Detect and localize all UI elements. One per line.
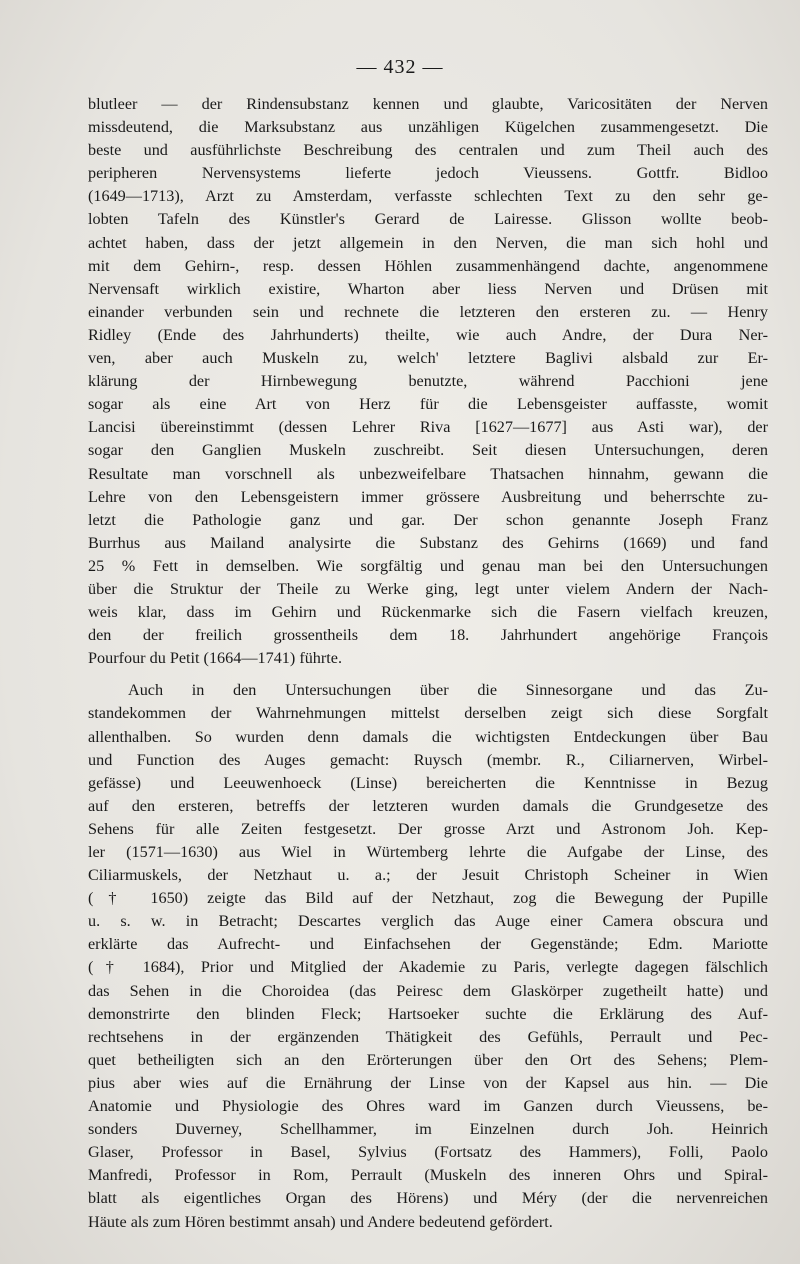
text-line: peripheren Nervensystems lieferte jedoch Vieussens. Gottfr. Bidloo xyxy=(88,164,768,183)
text-line: ler (1571—1630) aus Wiel in Würtemberg lehrte die Aufgabe der Linse, des xyxy=(88,843,768,861)
text-line: gefässe) und Leeuwenhoeck (Linse) bereicherten die Kenntnisse in Bezug xyxy=(88,773,768,792)
text-line: Glaser, Professor in Basel, Sylvius (Fortsatz des Hammers), Folli, Paolo xyxy=(88,1143,768,1162)
text-line: weis klar, dass im Gehirn und Rückenmarke sich die Fasern vielfach kreuzen, xyxy=(88,603,768,622)
text-line: standekommen der Wahrnehmungen mittelst derselben zeigt sich diese Sorgfalt xyxy=(88,704,768,723)
text-line: Manfredi, Professor in Rom, Perrault (Muskeln des inneren Ohrs und Spiral- xyxy=(88,1166,768,1185)
text-line: mit dem Gehirn-, resp. dessen Höhlen zusammenhängend dachte, angenommene xyxy=(88,256,768,275)
text-line: pius aber wies auf die Ernährung der Linse von der Kapsel aus hin. — Die xyxy=(88,1073,768,1092)
text-line: sogar den Ganglien Muskeln zuschreibt. Seit diesen Untersuchungen, deren xyxy=(88,441,768,460)
paragraph xyxy=(88,93,768,670)
body-text xyxy=(88,93,768,1234)
text-line: erklärte das Aufrecht- und Einfachsehen der Gegenstände; Edm. Mariotte xyxy=(88,935,768,954)
text-line: klärung der Hirnbewegung benutzte, während Pacchioni jene xyxy=(88,372,768,391)
text-line: quet betheiligten sich an den Erörterungen über den Ort des Sehens; Plem- xyxy=(88,1050,768,1069)
text-line: († 1684), Prior und Mitglied der Akademie zu Paris, verlegte dagegen fälschlich xyxy=(88,958,768,977)
text-line: Resultate man vorschnell als unbezweifelbare Thatsachen hinnahm, gewann die xyxy=(88,464,768,483)
text-line: das Sehen in die Choroidea (das Peiresc dem Glaskörper zugetheilt hatte) und xyxy=(88,981,768,1000)
text-line: beste und ausführlichste Beschreibung des centralen und zum Theil auch des xyxy=(88,141,768,160)
text-line: ven, aber auch Muskeln zu, welch' letztere Baglivi alsbald zur Er- xyxy=(88,349,768,368)
text-line: blutleer — der Rindensubstanz kennen und glaubte, Varicositäten der Nerven xyxy=(88,95,768,113)
page-number: — 432 — xyxy=(356,56,444,78)
text-line: Burrhus aus Mailand analysirte die Substanz des Gehirns (1669) und fand xyxy=(88,533,768,552)
text-line: Auch in den Untersuchungen über die Sinnesorgane und das Zu- xyxy=(128,681,768,700)
text-line: allenthalben. So wurden denn damals die wichtigsten Entdeckungen über Bau xyxy=(88,727,768,746)
text-line: rechtsehens in der ergänzenden Thätigkeit des Gefühls, Perrault und Pec- xyxy=(88,1027,768,1046)
text-line: auf den ersteren, betreffs der letzteren wurden damals die Grundgesetze des xyxy=(88,796,768,815)
text-line: einander verbunden sein und rechnete die letzteren den ersteren zu. — Henry xyxy=(88,302,768,321)
text-line: († 1650) zeigte das Bild auf der Netzhaut, zog die Bewegung der Pupille xyxy=(88,889,768,908)
text-line: über die Struktur der Theile zu Werke ging, legt unter vielem Andern der Nach- xyxy=(88,579,768,598)
text-line: lobten Tafeln des Künstler's Gerard de Lairesse. Glisson wollte beob- xyxy=(88,210,768,229)
text-line: (1649—1713), Arzt zu Amsterdam, verfasste schlechten Text zu den sehr ge- xyxy=(88,187,768,206)
text-line: Ciliarmuskels, der Netzhaut u. a.; der Jesuit Christoph Scheiner in Wien xyxy=(88,866,768,885)
text-line: demonstrirte den blinden Fleck; Hartsoeker suchte die Erklärung des Auf- xyxy=(88,1004,768,1023)
text-line: Ridley (Ende des Jahrhunderts) theilte, wie auch Andre, der Dura Ner- xyxy=(88,325,768,344)
text-line: und Function des Auges gemacht: Ruysch (membr. R., Ciliarnerven, Wirbel- xyxy=(88,750,768,769)
text-line: u. s. w. in Betracht; Descartes verglich das Auge einer Camera obscura und xyxy=(88,912,768,931)
text-line: sonders Duverney, Schellhammer, im Einzelnen durch Joh. Heinrich xyxy=(88,1120,768,1139)
text-line: Sehens für alle Zeiten festgesetzt. Der grosse Arzt und Astronom Joh. Kep- xyxy=(88,819,768,838)
paragraph xyxy=(88,679,768,1233)
text-line: Lancisi übereinstimmt (dessen Lehrer Riva [1627—1677] aus Asti war), der xyxy=(88,418,768,437)
text-line: sogar als eine Art von Herz für die Lebensgeister auffasste, womit xyxy=(88,395,768,414)
text-line: Häute als zum Hören bestimmt ansah) und Andere bedeutend gefördert. xyxy=(88,1212,553,1231)
text-line: Anatomie und Physiologie des Ohres ward im Ganzen durch Vieussens, be- xyxy=(88,1097,768,1116)
text-line: achtet haben, dass der jetzt allgemein in den Nerven, die man sich hohl und xyxy=(88,233,768,252)
text-line: missdeutend, die Marksubstanz aus unzähligen Kügelchen zusammengesetzt. Die xyxy=(88,118,768,137)
text-line: blatt als eigentliches Organ des Hörens) und Méry (der die nervenreichen xyxy=(88,1189,768,1208)
text-line: letzt die Pathologie ganz und gar. Der schon genannte Joseph Franz xyxy=(88,510,768,529)
text-line: den der freilich grossentheils dem 18. Jahrhundert angehörige François xyxy=(88,626,768,645)
text-line: 25 % Fett in demselben. Wie sorgfältig und genau man bei den Untersuchungen xyxy=(88,556,768,575)
text-line: Lehre von den Lebensgeistern immer grössere Ausbreitung und beherrschte zu- xyxy=(88,487,768,506)
text-line: Nervensaft wirklich existire, Wharton aber liess Nerven und Drüsen mit xyxy=(88,279,768,298)
paragraph-gap xyxy=(88,670,768,679)
text-line: Pourfour du Petit (1664—1741) führte. xyxy=(88,649,343,668)
